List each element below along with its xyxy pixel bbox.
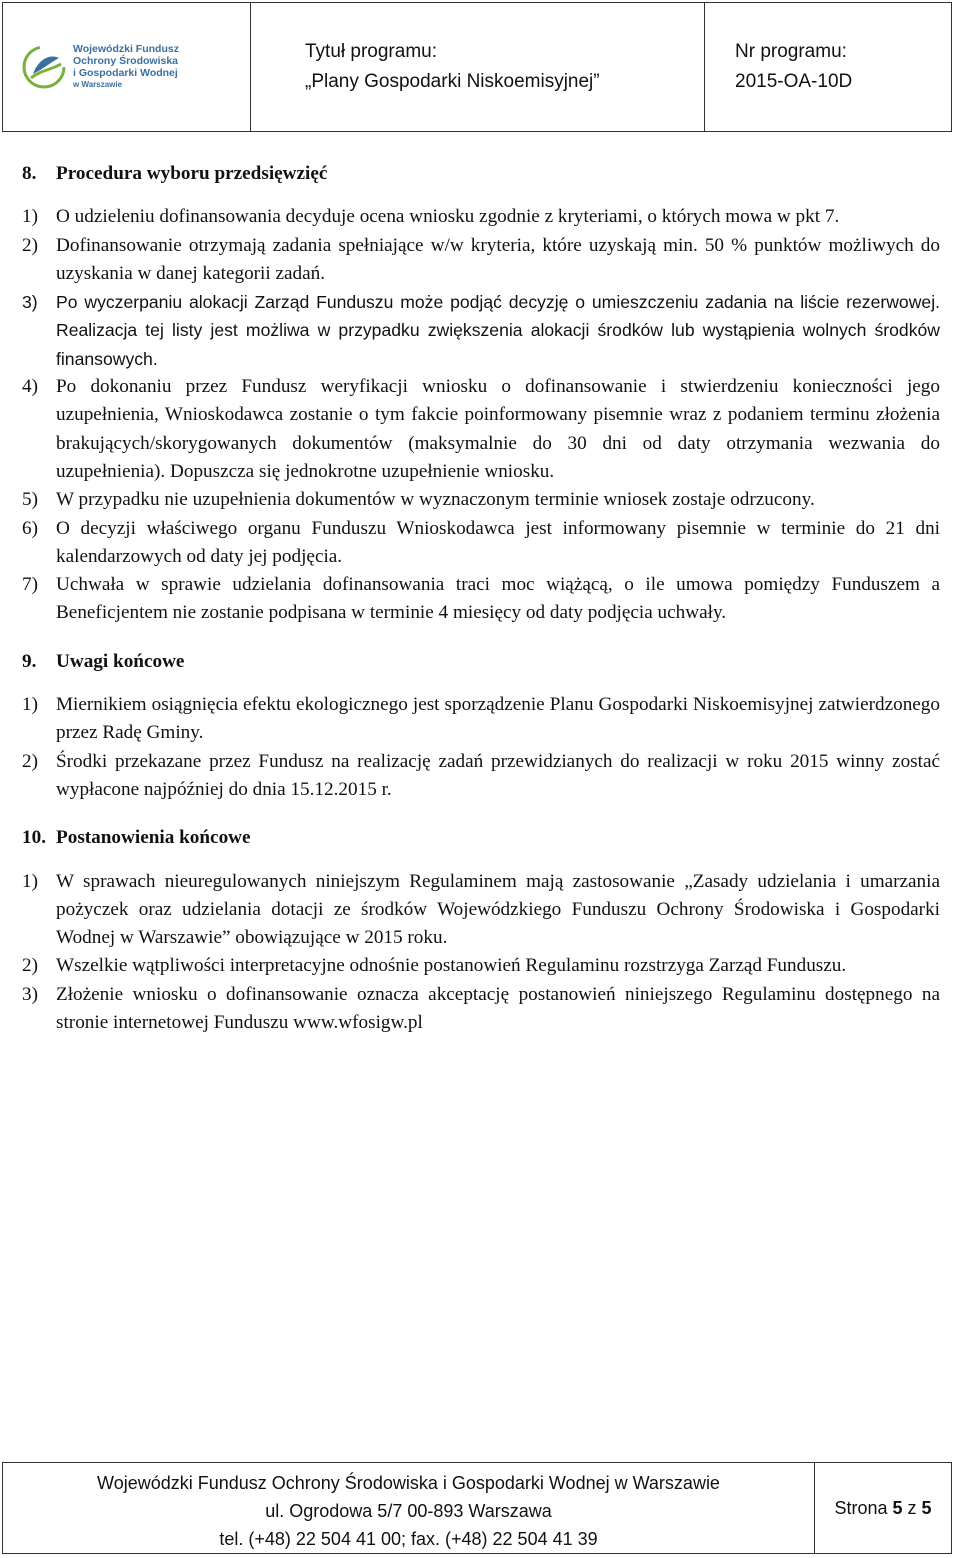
list-item: [22, 515, 940, 572]
item-text: Uchwała w sprawie udzielania dofinansowania traci moc wiążącą, o ile umowa pomiędzy Funduszem a Beneficjentem nie zostanie podpisana w terminie 4 miesięcy od daty podjęcia uchwały.: [56, 574, 940, 624]
page-current: 5: [892, 1497, 903, 1518]
section-heading-10: [22, 824, 940, 852]
list-item: [22, 952, 940, 980]
list-item: [22, 571, 940, 628]
footer-org-name: Wojewódzki Fundusz Ochrony Środowiska i Gospodarki Wodnej w Warszawie: [97, 1473, 720, 1493]
program-number-value: 2015-OA-10D: [735, 71, 853, 92]
item-text: Wszelkie wątpliwości interpretacyjne odnośnie postanowień Regulaminu rozstrzyga Zarząd Funduszu.: [56, 955, 847, 977]
logo-line: Wojewódzki Fundusz: [73, 43, 179, 55]
item-number: 3): [22, 292, 38, 313]
list-item: [22, 691, 940, 748]
logo-line: i Gospodarki Wodnej: [73, 67, 178, 79]
page-sep: z: [907, 1497, 917, 1518]
footer-street: ul. Ogrodowa 5/7 00-893 Warszawa: [265, 1501, 552, 1521]
page-header: [2, 2, 952, 132]
logo-text: [73, 43, 179, 91]
page-number: [815, 1463, 951, 1553]
section-number: 8.: [22, 163, 37, 184]
section-title: Uwagi końcowe: [56, 650, 185, 672]
item-number: 6): [22, 517, 38, 539]
item-text: W sprawach nieuregulowanych niniejszym Regulaminem mają zastosowanie „Zasady udzielania i umarzania pożyczek oraz udzielania dotacji ze środków Wojewódzkiego Funduszu Ochrony Środowiska i Gospodarki Wodnej w Warszawie” obowiązujące w 2015 roku.: [56, 870, 940, 949]
item-number: 4): [22, 376, 38, 398]
program-title-label: Tytuł programu:: [305, 41, 437, 62]
list-item: [22, 232, 940, 289]
item-text: O udzieleniu dofinansowania decyduje ocena wniosku zgodnie z kryteriami, o których mowa w pkt 7.: [56, 206, 840, 228]
footer-phone: tel. (+48) 22 504 41 00; fax. (+48) 22 504 41 39: [219, 1529, 598, 1549]
item-text: Po dokonaniu przez Fundusz weryfikacji wniosku o dofinansowanie i stwierdzeniu konieczności jego uzupełnienia, Wnioskodawca zostanie o tym fakcie poinformowany pisemnie wraz z podaniem terminu złożenia brakujących/skorygowanych dokumentów (maksymalnie do 30 dni od daty otrzymania wezwania do uzupełnienia). Dopuszcza się jednokrotne uzupełnienie wniosku.: [56, 376, 940, 482]
section-title: Postanowienia końcowe: [56, 827, 251, 849]
item-number: 7): [22, 574, 38, 596]
item-number: 3): [22, 983, 38, 1005]
program-title-value: „Plany Gospodarki Niskoemisyjnej”: [305, 71, 600, 92]
program-number-cell: [705, 3, 951, 131]
item-text: Dofinansowanie otrzymają zadania spełniające w/w kryteria, które uzyskają min. 50 % punktów możliwych do uzyskania w danej kategorii zadań.: [56, 234, 940, 284]
item-text: Po wyczerpaniu alokacji Zarząd Funduszu może podjąć decyzję o umieszczeniu zadania na liście rezerwowej. Realizacja tej listy jest możliwa w przypadku zwiększenia alokacji środków lub wystąpienia wolnych środków finansowych.: [56, 292, 940, 369]
logo: [3, 3, 251, 131]
item-text: Środki przekazane przez Fundusz na realizację zadań przewidzianych do realizacji w roku 2015 winny zostać wypłacone najpóźniej do dnia 15.12.2015 r.: [56, 750, 940, 800]
item-number: 1): [22, 694, 38, 716]
item-text: O decyzji właściwego organu Funduszu Wnioskodawca jest informowany pisemnie w terminie do 21 dni kalendarzowych od daty jej podjęcia.: [56, 517, 940, 567]
item-text: Miernikiem osiągnięcia efektu ekologicznego jest sporządzenie Planu Gospodarki Niskoemisyjnej zatwierdzonego przez Radę Gminy.: [56, 694, 940, 744]
list-item: [22, 868, 940, 953]
list-item: [22, 981, 940, 1038]
leaf-logo-icon: [21, 44, 67, 90]
list-item: [22, 288, 940, 373]
item-text: Złożenie wniosku o dofinansowanie oznacza akceptację postanowień niniejszego Regulaminu dostępnego na stronie internetowej Funduszu www.wfosigw.pl: [56, 983, 940, 1034]
page-label: Strona: [834, 1497, 888, 1518]
item-number: 2): [22, 955, 38, 977]
list-item: [22, 203, 940, 231]
logo-line: w Warszawie: [73, 80, 123, 89]
section-heading-9: [22, 648, 940, 676]
item-number: 5): [22, 489, 38, 511]
logo-line: Ochrony Środowiska: [73, 55, 179, 67]
document-body: [22, 160, 940, 1037]
item-number: 1): [22, 206, 38, 228]
item-number: 2): [22, 234, 38, 256]
program-title-cell: [251, 3, 705, 131]
page-total: 5: [921, 1497, 932, 1518]
section-title: Procedura wyboru przedsięwzięć: [56, 163, 328, 184]
list-item: [22, 486, 940, 514]
section-heading-8: [22, 160, 940, 188]
item-number: 2): [22, 750, 38, 772]
item-number: 1): [22, 870, 38, 892]
program-number-label: Nr programu:: [735, 41, 847, 62]
section-number: 10.: [22, 827, 46, 849]
item-text: W przypadku nie uzupełnienia dokumentów w wyznaczonym terminie wniosek zostaje odrzucony.: [56, 489, 815, 511]
page-footer: [2, 1462, 952, 1554]
section-number: 9.: [22, 650, 37, 672]
footer-address: [3, 1463, 815, 1553]
list-item: [22, 748, 940, 805]
list-item: [22, 373, 940, 486]
